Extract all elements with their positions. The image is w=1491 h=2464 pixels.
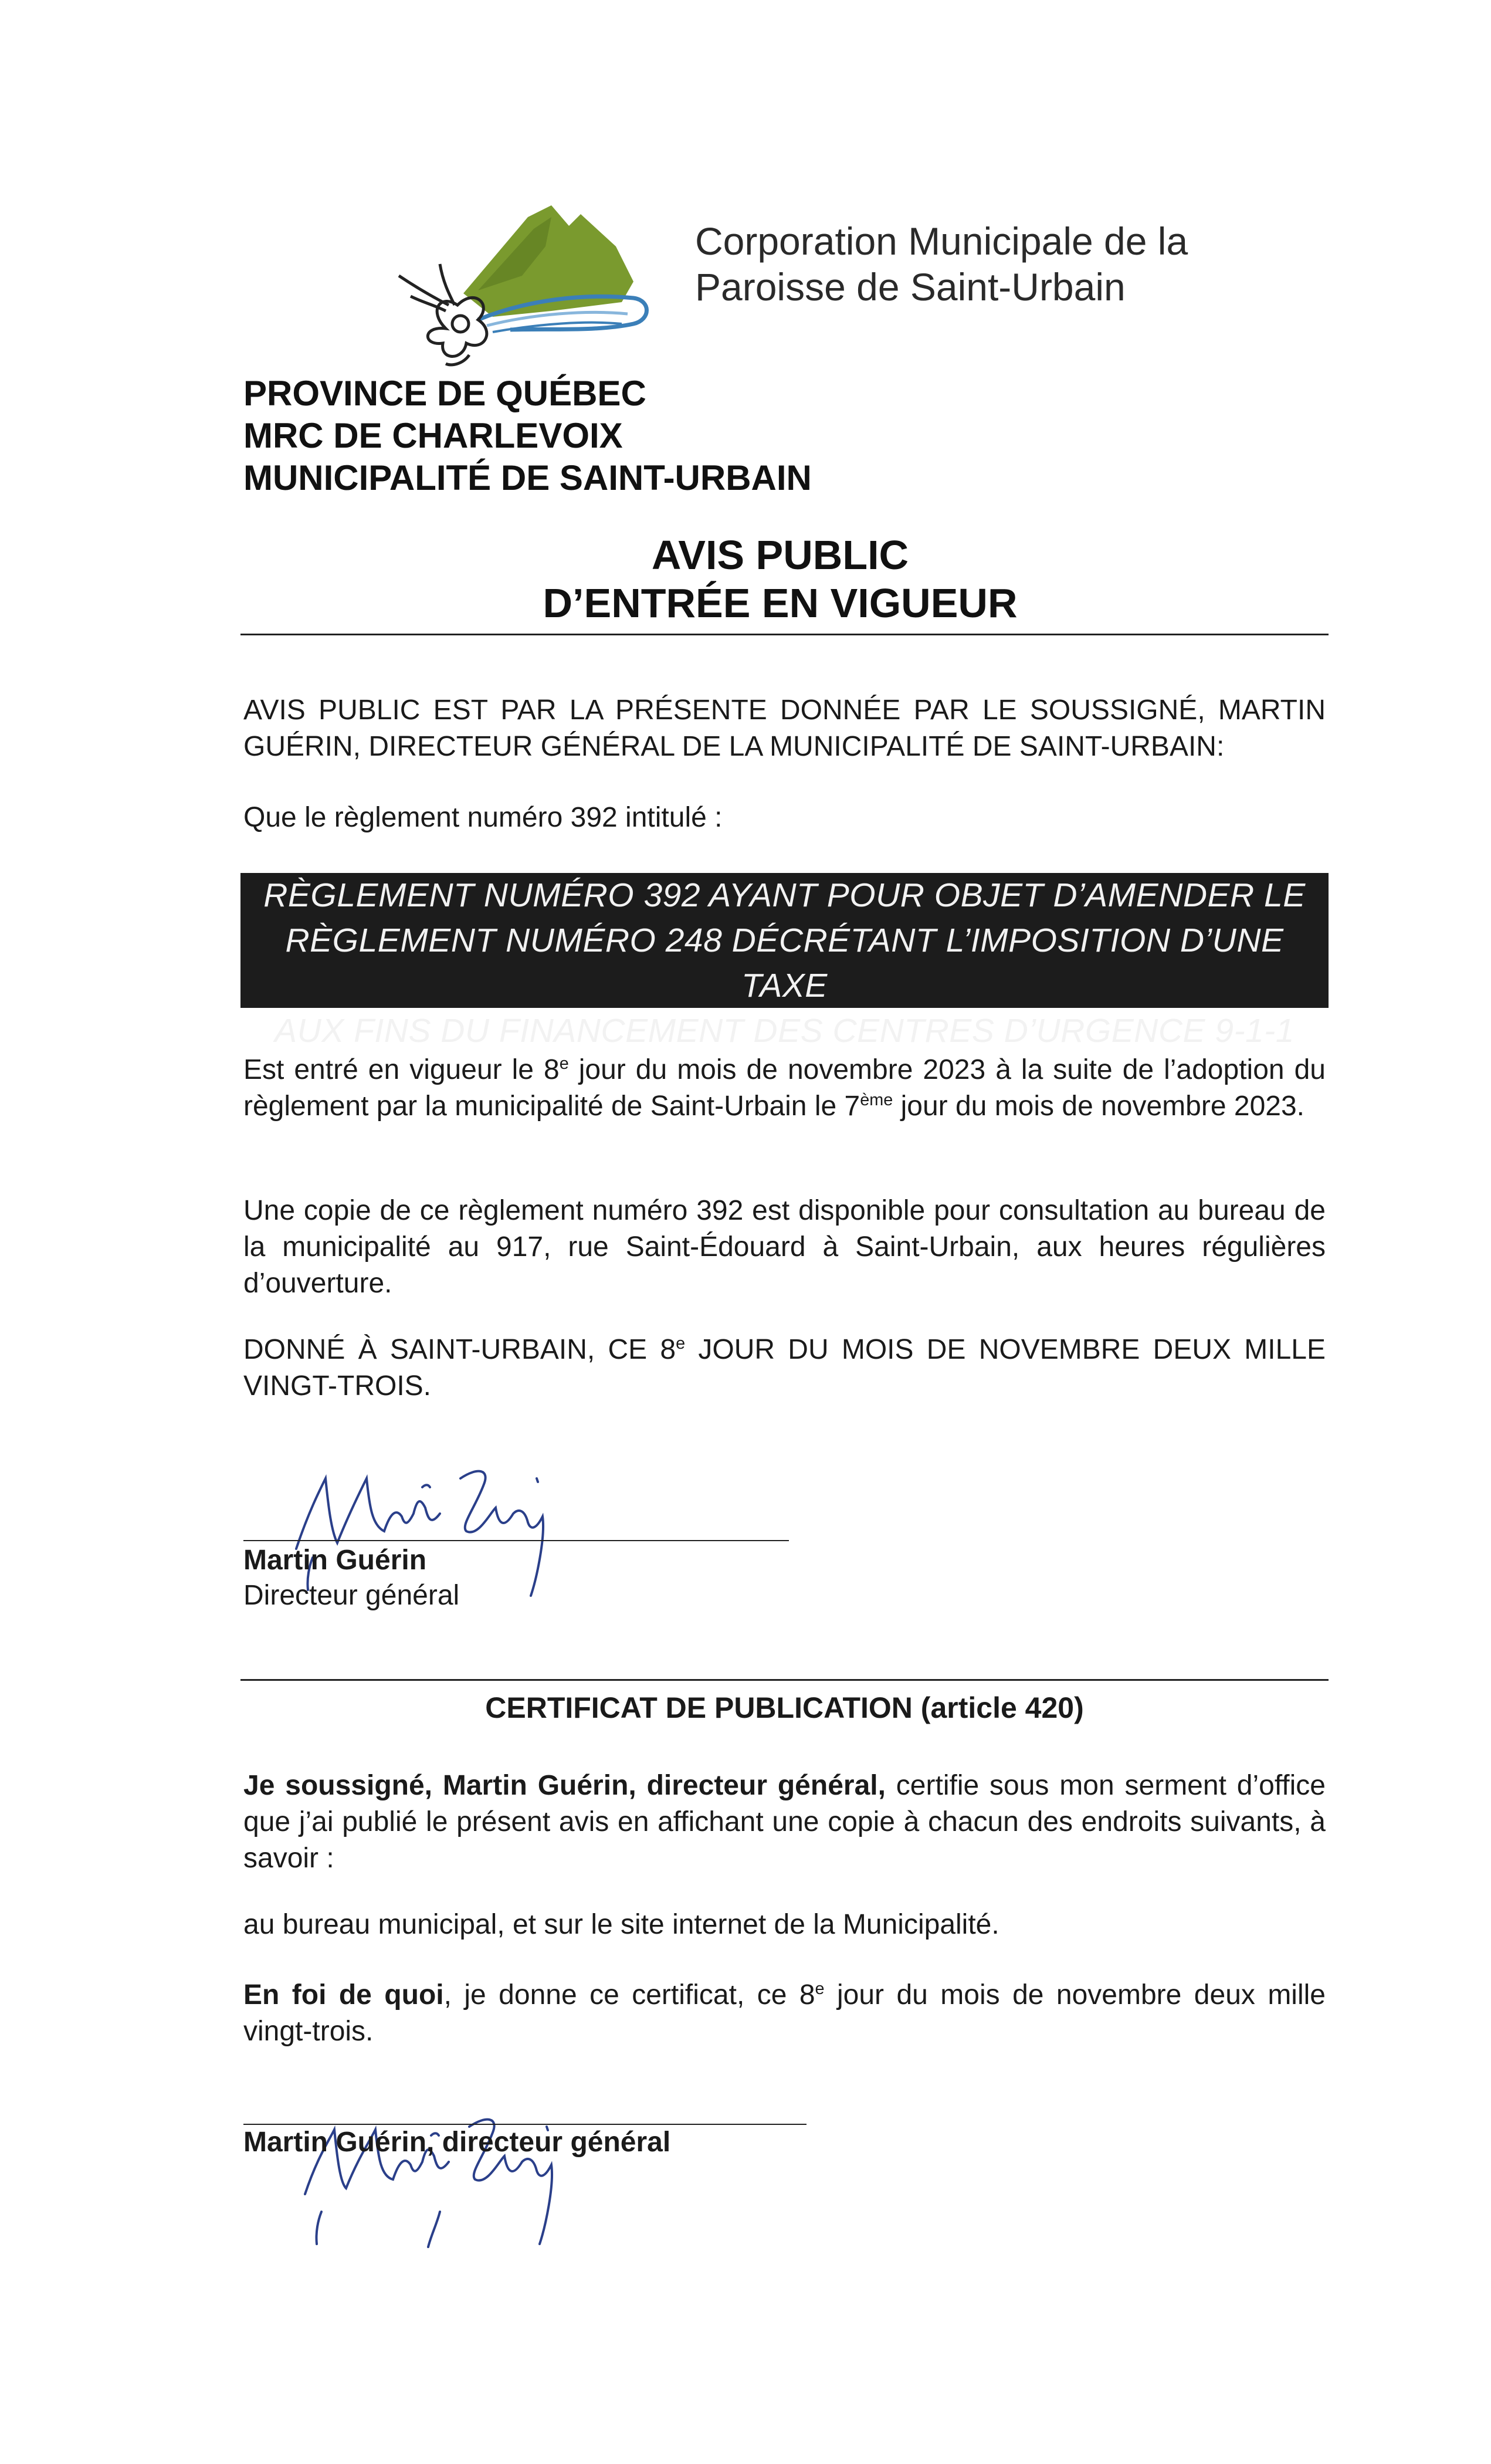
certificate-bold-lead: Je soussigné, Martin Guérin, directeur général, bbox=[243, 1770, 886, 1801]
certificate-paragraph bbox=[243, 1768, 1326, 1877]
copy-availability-paragraph: Une copie de ce règlement numéro 392 est disponible pour consultation au bureau de la municipalité au 917, rue Saint-Édouard à Saint-Urbain, aux heures régulières d’ouverture. bbox=[243, 1195, 1326, 1299]
title-divider bbox=[240, 634, 1329, 635]
signatory-block-1 bbox=[243, 1543, 459, 1613]
in-witness-text-2: jour du mois de novembre deux mille vingt-trois. bbox=[243, 1979, 1326, 2047]
banner-line-1: RÈGLEMENT NUMÉRO 392 AYANT POUR OBJET D’AMENDER LE bbox=[263, 876, 1306, 914]
reglement-title-banner bbox=[240, 873, 1329, 1050]
province-line: PROVINCE DE QUÉBEC bbox=[243, 374, 646, 413]
in-witness-paragraph bbox=[243, 1977, 1326, 2050]
in-witness-bold: En foi de quoi bbox=[243, 1979, 444, 2011]
mrc-line: MRC DE CHARLEVOIX bbox=[243, 416, 623, 455]
entry-into-force-paragraph bbox=[243, 1052, 1326, 1125]
signatory-title-1: Directeur général bbox=[243, 1580, 460, 1611]
in-witness-text-1: , je donne ce certificat, ce 8 bbox=[443, 1979, 815, 2011]
banner-line-2: RÈGLEMENT NUMÉRO 248 DÉCRÉTANT L’IMPOSITION D’UNE TAXE bbox=[285, 922, 1284, 1004]
banner-line-3: AUX FINS DU FINANCEMENT DES CENTRES D’URGENCE 9-1-1 bbox=[275, 1012, 1295, 1050]
entry-sup-1: e bbox=[559, 1054, 569, 1073]
given-text-2: JOUR DU MOIS DE NOVEMBRE DEUX MILLE VINGT-TROIS. bbox=[243, 1334, 1326, 1402]
in-witness-sup: e bbox=[815, 1979, 825, 1998]
corporation-line-1: Corporation Municipale de la bbox=[695, 219, 1188, 263]
corporation-line-2: Paroisse de Saint-Urbain bbox=[695, 265, 1126, 309]
certificate-title: CERTIFICAT DE PUBLICATION (article 420) bbox=[485, 1691, 1084, 1724]
given-sup: e bbox=[676, 1334, 686, 1353]
reglement-intro: Que le règlement numéro 392 intitulé : bbox=[243, 802, 723, 833]
given-at-paragraph bbox=[243, 1332, 1326, 1404]
signatory-block-2 bbox=[243, 2125, 670, 2160]
given-text-1: DONNÉ À SAINT-URBAIN, CE 8 bbox=[243, 1334, 676, 1365]
jurisdiction-block bbox=[243, 373, 812, 499]
entry-text-3: jour du mois de novembre 2023. bbox=[893, 1091, 1304, 1122]
entry-sup-2: ème bbox=[860, 1091, 893, 1109]
signatory-name-title-2: Martin Guérin, directeur général bbox=[243, 2127, 671, 2158]
publication-locations: au bureau municipal, et sur le site internet de la Municipalité. bbox=[243, 1909, 999, 1940]
notice-title bbox=[235, 531, 1326, 627]
entry-text-1: Est entré en vigueur le 8 bbox=[243, 1054, 560, 1085]
signature-line-1 bbox=[243, 1540, 789, 1541]
certificate-text: certifie sous mon serment d’office que j’ai publié le présent avis en affichant une copie à chacun des endroits suivants, à savoir : bbox=[243, 1770, 1326, 1874]
signature-scribble-2 bbox=[232, 2094, 660, 2259]
notice-title-line-2: D’ENTRÉE EN VIGUEUR bbox=[543, 580, 1018, 626]
signatory-name-1: Martin Guérin bbox=[243, 1545, 427, 1576]
municipality-logo bbox=[375, 194, 657, 370]
notice-title-line-1: AVIS PUBLIC bbox=[651, 532, 909, 578]
municipality-line: MUNICIPALITÉ DE SAINT-URBAIN bbox=[243, 458, 812, 497]
corporation-name bbox=[695, 218, 1188, 310]
certificate-divider bbox=[240, 1679, 1329, 1681]
entry-text-2: jour du mois de novembre 2023 à la suite de l’adoption du règlement par la municipalité de Saint-Urbain le 7 bbox=[243, 1054, 1326, 1122]
intro-paragraph: AVIS PUBLIC EST PAR LA PRÉSENTE DONNÉE PAR LE SOUSSIGNÉ, MARTIN GUÉRIN, DIRECTEUR GÉNÉRAL DE LA MUNICIPALITÉ DE SAINT-URBAIN: bbox=[243, 695, 1326, 762]
